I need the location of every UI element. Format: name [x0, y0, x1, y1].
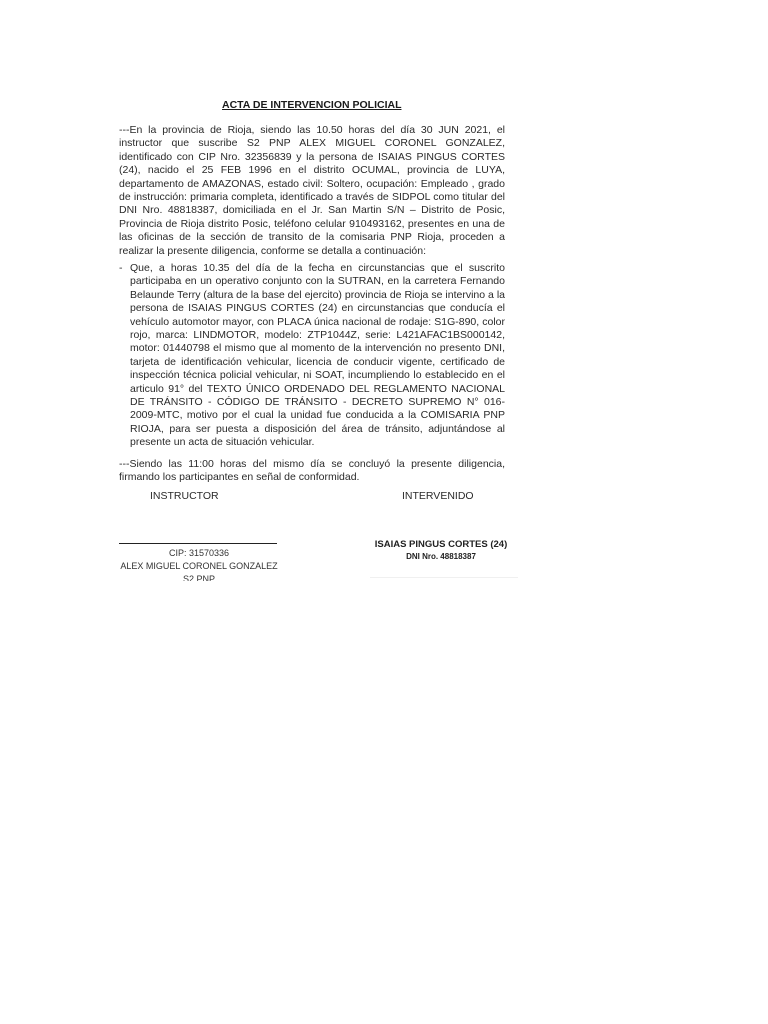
bullet-item: [119, 262, 505, 450]
document-title: ACTA DE INTERVENCION POLICIAL: [222, 99, 402, 111]
bullet-item-text: Que, a horas 10.35 del día de la fecha en circunstancias que el suscrito participaba en un operativo conjunto con la SUTRAN, en la carretera Fernando Belaunde Terry (altura de la base del ejercito) provincia de Rioja se intervino a la persona de ISAIAS PINGUS CORTES (24) en circunstancias que conducía el vehículo automotor mayor, con PLACA única nacional de rodaje: S1G-890, color rojo, marca: LINDMOTOR, modelo: ZTP1044Z, serie: L421AFAC1BS000142, motor: 01440798 el mismo que al momento de la intervención no presento DNI, tarjeta de identificación vehicular, licencia de conducir vigente, certificado de inspección técnica policial vehicular, ni SOAT, incumpliendo lo establecido en el articulo 91° del TEXTO ÚNICO ORDENADO DEL REGLAMENTO NACIONAL DE TRÁNSITO - CÓDIGO DE TRÁNSITO - DECRETO SUPREMO N° 016-2009-MTC, motivo por el cual la unidad fue conducida a la COMISARIA PNP RIOJA, para ser puesta a disposición del área de tránsito, adjuntándose al presente un acta de situación vehicular.: [130, 262, 505, 449]
instructor-name: ALEX MIGUEL CORONEL GONZALEZ: [120, 561, 278, 571]
intervenido-signature-line: [370, 577, 518, 578]
intro-paragraph: ---En la provincia de Rioja, siendo las 10.50 horas del día 30 JUN 2021, el instructor que suscribe S2 PNP ALEX MIGUEL CORONEL GONZALEZ, identificado con CIP Nro. 32356839 y la persona de ISAIAS PINGUS CORTES (24), nacido el 25 FEB 1996 en el distrito OCUMAL, provincia de LUYA, departamento de AMAZONAS, estado civil: Soltero, ocupación: Empleado , grado de instrucción: primaria completa, identificado a través de SIDPOL como titular del DNI Nro. 48818387, domiciliada en el Jr. San Martin S/N – Distrito de Posic, Provincia de Rioja distrito Posic, teléfono celular 910493162, presentes en una de las oficinas de la sección de transito de la comisaria PNP Rioja, proceden a realizar la presente diligencia, conforme se detalla a continuación:: [119, 124, 505, 257]
instructor-signature-line: [119, 543, 277, 544]
instructor-label: INSTRUCTOR: [150, 490, 219, 502]
intervenido-name: ISAIAS PINGUS CORTES (24): [374, 539, 508, 550]
instructor-signature-block: [110, 547, 288, 581]
closing-paragraph: ---Siendo las 11:00 horas del mismo día se concluyó la presente diligencia, firmando los participantes en señal de conformidad.: [119, 458, 505, 484]
intervenido-dni: DNI Nro. 48818387: [406, 552, 476, 561]
instructor-rank: S2 PNP: [182, 574, 215, 581]
bullet-dash: -: [119, 262, 123, 274]
instructor-cip: CIP: 31570336: [168, 548, 230, 558]
intervenido-label: INTERVENIDO: [402, 490, 474, 502]
